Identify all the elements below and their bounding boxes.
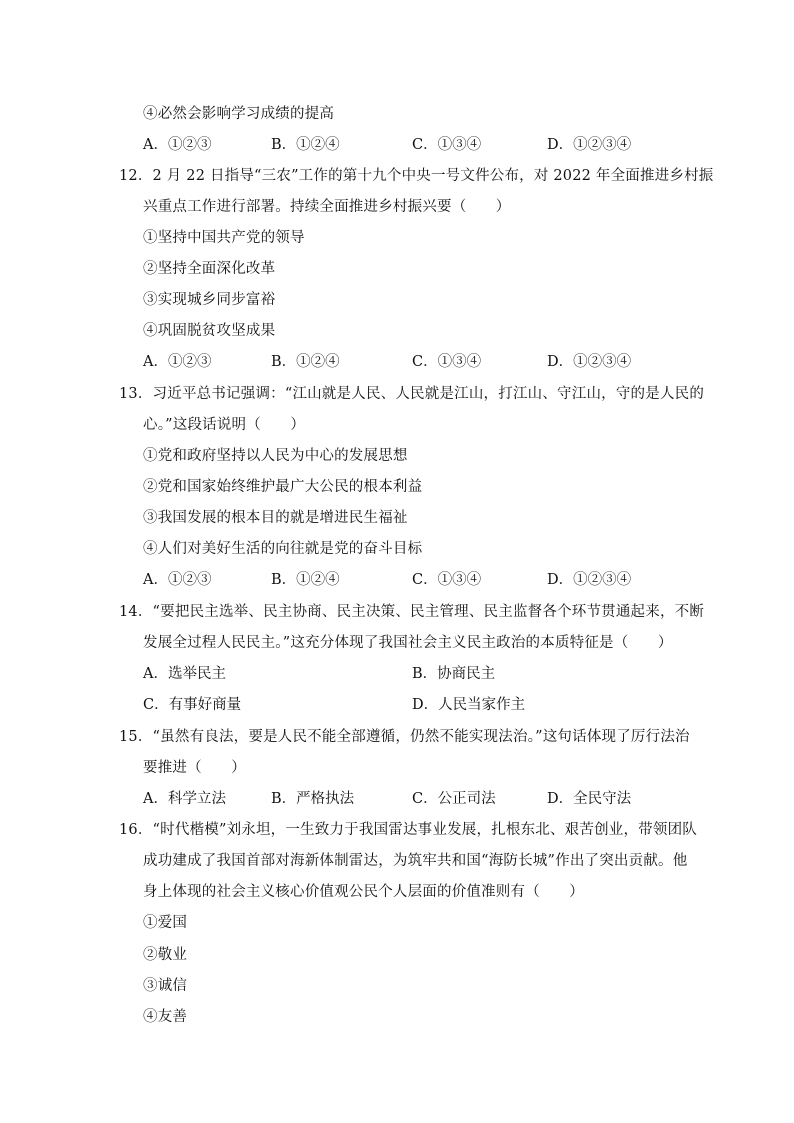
option-b: B．①②④ <box>271 572 340 588</box>
option-b: B．①②④ <box>271 354 340 370</box>
question-item: ④人们对美好生活的向往就是党的奋斗目标 <box>143 541 423 557</box>
option-d: D．①②③④ <box>547 137 632 153</box>
question-15-stem-cont: 要推进（ ） <box>143 760 246 776</box>
question-item: ③诚信 <box>143 978 188 994</box>
option-a: A．科学立法 <box>143 791 226 807</box>
question-item: ③实现城乡同步富裕 <box>143 292 276 308</box>
question-15-stem: 15．“虽然有良法，要是人民不能全部遵循，仍然不能实现法治。”这句话体现了厉行法治 <box>119 729 690 745</box>
option-c: C．①③④ <box>412 354 482 370</box>
option-d: D．①②③④ <box>547 572 632 588</box>
question-item: ①坚持中国共产党的领导 <box>143 230 305 246</box>
question-item: ②党和国家始终维护最广大公民的根本利益 <box>143 479 423 495</box>
question-16-stem-cont: 身上体现的社会主义核心价值观公民个人层面的价值准则有（ ） <box>143 884 584 900</box>
question-item: ①爱国 <box>143 915 188 931</box>
question-16-stem-cont: 成功建成了我国首部对海新体制雷达，为筑牢共和国“海防长城”作出了突出贡献。他 <box>143 853 688 869</box>
option-c: C．①③④ <box>412 137 482 153</box>
question-item: ①党和政府坚持以人民为中心的发展思想 <box>143 448 408 464</box>
option-d: D．①②③④ <box>547 354 632 370</box>
option-a: A．①②③ <box>143 137 212 153</box>
question-item: ③我国发展的根本目的就是增进民生福祉 <box>143 510 408 526</box>
option-a: A．选举民主 <box>143 666 226 682</box>
question-item: ④巩固脱贫攻坚成果 <box>143 323 276 339</box>
question-item: ②坚持全面深化改革 <box>143 261 276 277</box>
option-c: C．①③④ <box>412 572 482 588</box>
option-b: B．严格执法 <box>271 791 355 807</box>
question-12-stem-cont: 兴重点工作进行部署。持续全面推进乡村振兴要（ ） <box>143 199 511 215</box>
option-b: B．①②④ <box>271 137 340 153</box>
question-item: ④必然会影响学习成绩的提高 <box>143 106 335 122</box>
option-d: D．人民当家作主 <box>412 697 526 713</box>
question-16-stem: 16．“时代楷模”刘永坦，一生致力于我国雷达事业发展，扎根东北、艰苦创业，带领团队 <box>119 822 697 838</box>
option-c: C．有事好商量 <box>143 697 242 713</box>
option-a: A．①②③ <box>143 572 212 588</box>
option-d: D．全民守法 <box>547 791 632 807</box>
question-12-stem: 12．2 月 22 日指导“三农”工作的第十九个中央一号文件公布，对 2022 年全面推进乡村振 <box>119 168 714 184</box>
question-14-stem-cont: 发展全过程人民民主。”这充分体现了我国社会主义民主政治的本质特征是（ ） <box>143 635 673 651</box>
option-a: A．①②③ <box>143 354 212 370</box>
question-13-stem-cont: 心。”这段话说明（ ） <box>143 417 306 433</box>
question-item: ②敬业 <box>143 947 188 963</box>
option-b: B．协商民主 <box>412 666 496 682</box>
question-14-stem: 14．“要把民主选举、民主协商、民主决策、民主管理、民主监督各个环节贯通起来，不断 <box>119 604 705 620</box>
option-c: C．公正司法 <box>412 791 496 807</box>
question-13-stem: 13．习近平总书记强调：“江山就是人民、人民就是江山，打江山、守江山，守的是人民的 <box>119 386 705 402</box>
question-item: ④友善 <box>143 1009 188 1025</box>
